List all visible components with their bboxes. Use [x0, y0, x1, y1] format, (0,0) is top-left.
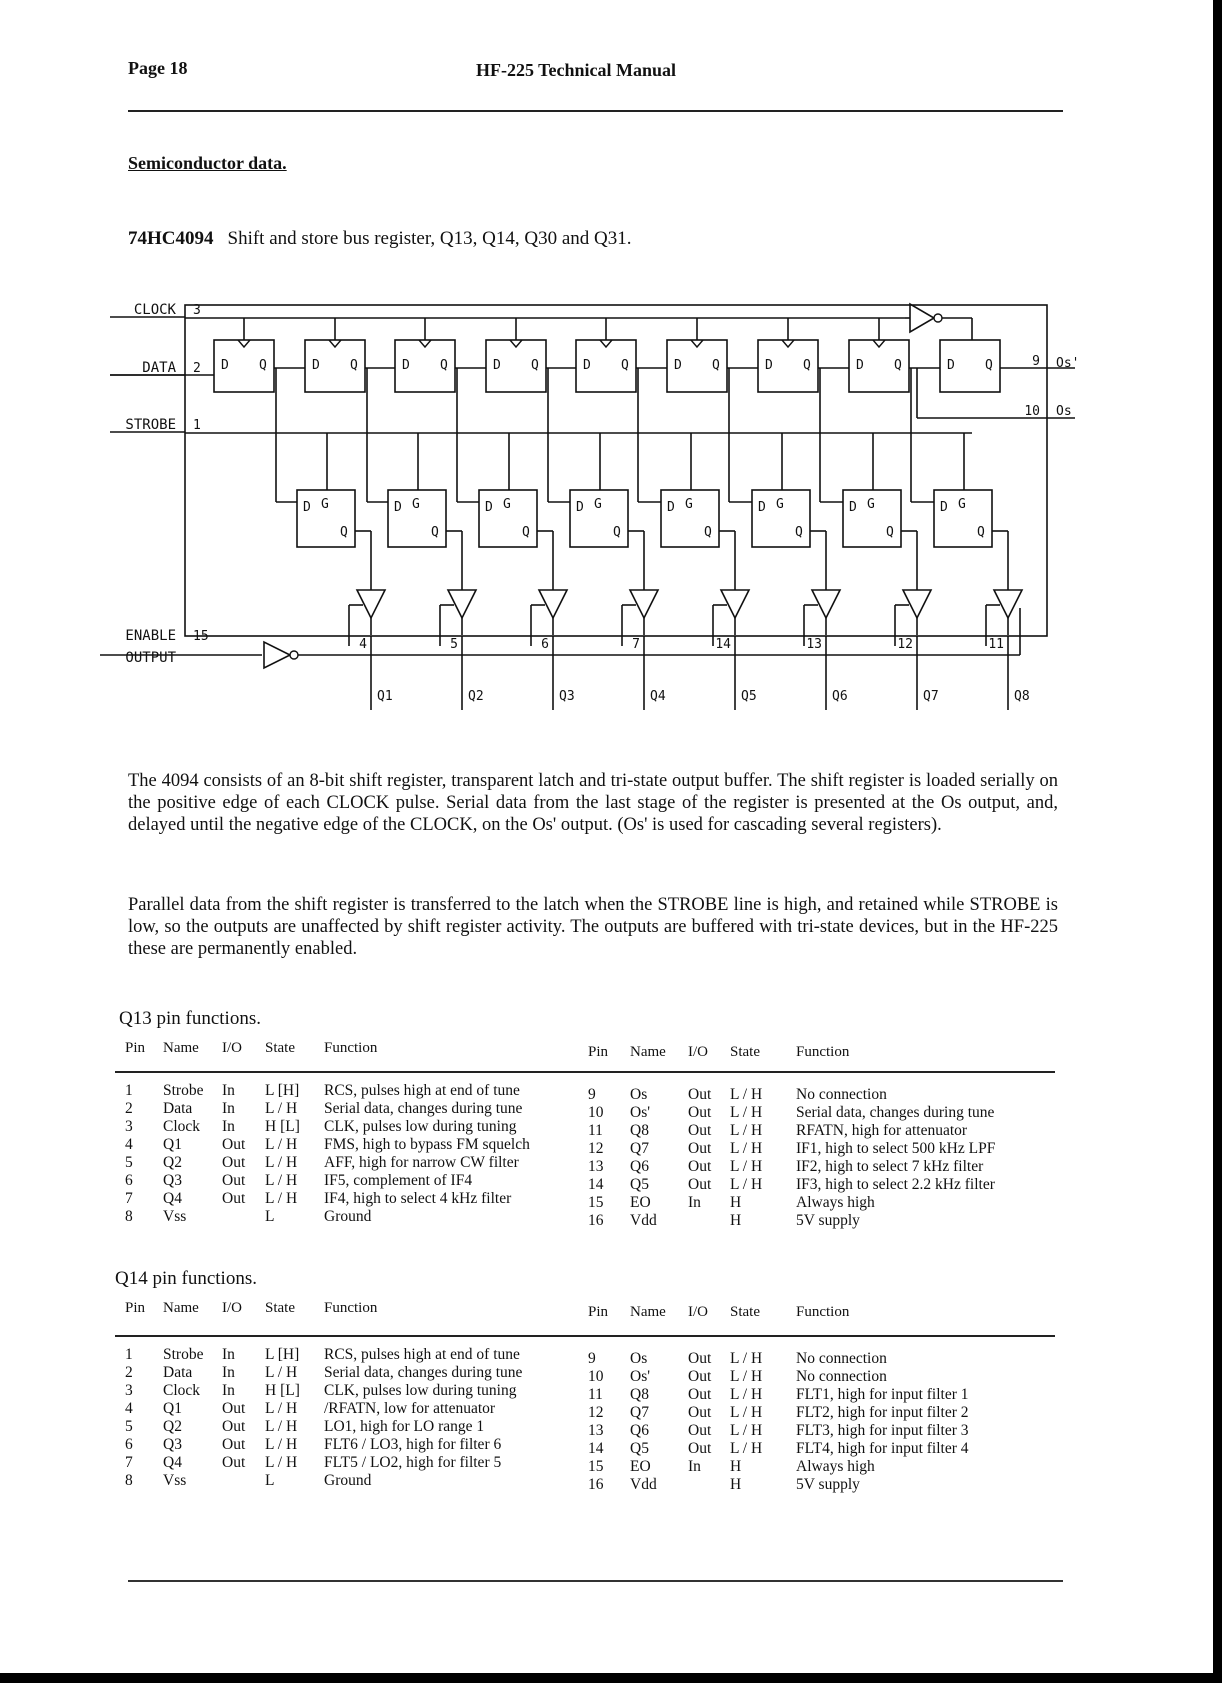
table-cell: 1 — [125, 1346, 133, 1363]
table-cell: 13 — [588, 1158, 604, 1175]
stage-d-label: D — [947, 358, 955, 373]
table-cell: Clock — [163, 1382, 201, 1399]
table-cell: Vss — [163, 1472, 187, 1489]
table-cell: L / H — [730, 1440, 763, 1457]
table-cell: Vdd — [630, 1212, 657, 1229]
pin-number: 15 — [193, 629, 209, 644]
table-cell: CLK, pulses low during tuning — [324, 1382, 517, 1399]
table-cell: Serial data, changes during tune — [324, 1100, 523, 1117]
column-header: State — [730, 1044, 760, 1060]
table-cell: 10 — [588, 1368, 604, 1385]
table-cell: 7 — [125, 1454, 133, 1471]
q-output-label-q2: Q2 — [468, 689, 484, 704]
column-header: Function — [796, 1304, 850, 1320]
table-cell: Out — [222, 1400, 246, 1417]
table-cell: 10 — [588, 1104, 604, 1121]
page-number: Page 18 — [128, 58, 188, 78]
table-cell: Out — [688, 1140, 712, 1157]
table-cell: L / H — [265, 1364, 298, 1381]
table-cell: 11 — [588, 1122, 603, 1139]
stage-d-label: D — [583, 358, 591, 373]
table-cell: 13 — [588, 1422, 604, 1439]
stage-d-label: D — [312, 358, 320, 373]
stage-q-label: Q — [712, 358, 720, 373]
input-label-enable: ENABLE — [125, 628, 176, 644]
pin-number: 14 — [715, 637, 731, 652]
table-cell: 14 — [588, 1176, 604, 1193]
table-cell: L / H — [265, 1418, 298, 1435]
table-cell: Vss — [163, 1208, 187, 1225]
latch-d-label: D — [303, 500, 311, 515]
table-title-q14: Q14 pin functions. — [115, 1268, 257, 1289]
table-cell: Os' — [630, 1368, 651, 1385]
stage-q-label: Q — [440, 358, 448, 373]
table-cell: Q4 — [163, 1454, 182, 1471]
table-cell: L / H — [730, 1176, 763, 1193]
table-cell: L / H — [265, 1136, 298, 1153]
q-output-label-q7: Q7 — [923, 689, 939, 704]
table-cell: FLT6 / LO3, high for filter 6 — [324, 1436, 502, 1453]
latch-d-label: D — [940, 500, 948, 515]
table-cell: FLT2, high for input filter 2 — [796, 1404, 969, 1421]
header-rule — [128, 110, 1063, 112]
table-cell: Out — [688, 1422, 712, 1439]
table-cell: FLT3, high for input filter 3 — [796, 1422, 969, 1439]
clock-edge-marker — [419, 340, 431, 347]
latch-d-label: D — [758, 500, 766, 515]
latch-g-label: G — [867, 497, 875, 512]
table-cell: L [H] — [265, 1346, 300, 1363]
q-output-label-q3: Q3 — [559, 689, 575, 704]
table-cell: L / H — [265, 1100, 298, 1117]
table-cell: L / H — [730, 1140, 763, 1157]
table-cell: Strobe — [163, 1346, 204, 1363]
table-cell: Q7 — [630, 1404, 649, 1421]
table-cell: Ground — [324, 1472, 372, 1489]
scan-border-bottom — [0, 1673, 1222, 1683]
table-cell: 2 — [125, 1364, 133, 1381]
table-cell: In — [222, 1346, 235, 1363]
part-description: Shift and store bus register, Q13, Q14, Q30 and Q31. — [227, 228, 632, 249]
table-cell: 9 — [588, 1350, 596, 1367]
table-cell: Q2 — [163, 1418, 182, 1435]
pin-number: 3 — [193, 303, 201, 318]
table-cell: Out — [222, 1154, 246, 1171]
table-cell: L / H — [265, 1400, 298, 1417]
stage-q-label: Q — [259, 358, 267, 373]
table-cell: Always high — [796, 1458, 875, 1475]
table-cell: 8 — [125, 1208, 133, 1225]
latch-d-label: D — [485, 500, 493, 515]
table-cell: Q8 — [630, 1386, 649, 1403]
table-cell: L / H — [730, 1404, 763, 1421]
pin-number: 5 — [450, 637, 458, 652]
enable-inverter — [264, 642, 290, 668]
part-heading — [128, 228, 632, 250]
table-cell: L / H — [730, 1104, 763, 1121]
latch-d-label: D — [849, 500, 857, 515]
stage-q-label: Q — [350, 358, 358, 373]
table-cell: Out — [688, 1176, 712, 1193]
latch-d-label: D — [667, 500, 675, 515]
column-header: Function — [324, 1040, 378, 1056]
table-cell: 12 — [588, 1140, 604, 1157]
clock-edge-marker — [691, 340, 703, 347]
table-cell: 15 — [588, 1194, 604, 1211]
table-cell: L / H — [730, 1350, 763, 1367]
table-cell: L — [265, 1472, 275, 1489]
pin-number: 2 — [193, 361, 201, 376]
column-header: Pin — [588, 1304, 609, 1320]
table-cell: Out — [688, 1440, 712, 1457]
clock-edge-marker — [873, 340, 885, 347]
latch-d-label: D — [394, 500, 402, 515]
table-cell: Out — [222, 1172, 246, 1189]
table-cell: Os — [630, 1350, 648, 1367]
table-cell: 5 — [125, 1418, 133, 1435]
table-cell: IF5, complement of IF4 — [324, 1172, 473, 1189]
tristate-buffer — [357, 590, 385, 618]
table-cell: AFF, high for narrow CW filter — [324, 1154, 519, 1171]
table-cell: 6 — [125, 1436, 133, 1453]
table-cell: L / H — [265, 1436, 298, 1453]
q-output-label-q1: Q1 — [377, 689, 393, 704]
table-rule — [115, 1071, 1055, 1073]
table-cell: 3 — [125, 1382, 133, 1399]
table-cell: 4 — [125, 1400, 133, 1417]
table-cell: Out — [688, 1122, 712, 1139]
table-cell: L / H — [265, 1454, 298, 1471]
pin-number: 4 — [359, 637, 367, 652]
column-header: Pin — [125, 1300, 146, 1316]
table-cell: H — [730, 1194, 742, 1211]
table-cell: Q7 — [630, 1140, 649, 1157]
clock-edge-marker — [510, 340, 522, 347]
input-label-clock: CLOCK — [133, 302, 176, 318]
column-header: Name — [630, 1044, 666, 1060]
clock-edge-marker — [329, 340, 341, 347]
pin-number: 10 — [1024, 404, 1040, 419]
table-cell: Q6 — [630, 1158, 649, 1175]
table-cell: Q8 — [630, 1122, 649, 1139]
table-cell: Q3 — [163, 1436, 182, 1453]
table-cell: H [L] — [265, 1118, 300, 1135]
table-cell: H — [730, 1458, 742, 1475]
table-cell: 6 — [125, 1172, 133, 1189]
latch-q-label: Q — [795, 525, 803, 540]
table-cell: 9 — [588, 1086, 596, 1103]
table-cell: L — [265, 1208, 275, 1225]
table-cell: Ground — [324, 1208, 372, 1225]
table-cell: CLK, pulses low during tuning — [324, 1118, 517, 1135]
table-cell: Out — [688, 1368, 712, 1385]
stage-d-label: D — [856, 358, 864, 373]
table-cell: In — [222, 1118, 235, 1135]
table-cell: L / H — [730, 1086, 763, 1103]
latch-q-label: Q — [613, 525, 621, 540]
table-cell: Out — [222, 1136, 246, 1153]
column-header: I/O — [688, 1304, 708, 1320]
tristate-buffer — [994, 590, 1022, 618]
output-label-os-prime: Os' — [1056, 356, 1080, 371]
column-header: Name — [630, 1304, 666, 1320]
latch-d-label: D — [576, 500, 584, 515]
inverter-bubble — [290, 651, 298, 659]
column-header: State — [265, 1040, 295, 1056]
table-cell: 8 — [125, 1472, 133, 1489]
table-cell: 7 — [125, 1190, 133, 1207]
table-cell: 5V supply — [796, 1476, 860, 1493]
table-cell: L / H — [265, 1172, 298, 1189]
latch-g-label: G — [321, 497, 329, 512]
table-cell: Serial data, changes during tune — [324, 1364, 523, 1381]
table-cell: In — [222, 1100, 235, 1117]
column-header: I/O — [688, 1044, 708, 1060]
table-cell: LO1, high for LO range 1 — [324, 1418, 485, 1435]
latch-g-label: G — [776, 497, 784, 512]
table-cell: Serial data, changes during tune — [796, 1104, 995, 1121]
table-cell: Out — [222, 1436, 246, 1453]
table-cell: L / H — [265, 1154, 298, 1171]
table-cell: FLT4, high for input filter 4 — [796, 1440, 969, 1457]
table-cell: In — [222, 1364, 235, 1381]
table-cell: No connection — [796, 1086, 887, 1103]
stage-q-label: Q — [531, 358, 539, 373]
latch-q-label: Q — [340, 525, 348, 540]
output-label-os: Os — [1056, 404, 1072, 419]
stage-q-label: Q — [985, 358, 993, 373]
table-cell: Vdd — [630, 1476, 657, 1493]
table-cell: Out — [688, 1104, 712, 1121]
stage-d-label: D — [402, 358, 410, 373]
scan-border-right — [1213, 0, 1222, 1683]
running-title: HF-225 Technical Manual — [476, 60, 677, 80]
tristate-buffer — [812, 590, 840, 618]
latch-g-label: G — [503, 497, 511, 512]
logic-diagram — [0, 290, 1222, 730]
table-cell: /RFATN, low for attenuator — [324, 1400, 496, 1417]
latch-q-label: Q — [704, 525, 712, 540]
latch-g-label: G — [685, 497, 693, 512]
pin-number: 1 — [193, 418, 201, 433]
paragraph-2: Parallel data from the shift register is transferred to the latch when the STROBE line is high, and retained while STROBE is low, so the outputs are unaffected by shift register activity. The outputs are buffered with tri-state devices, but in the HF-225 these are permanently enabled. — [128, 895, 1058, 959]
table-cell: 12 — [588, 1404, 604, 1421]
table-cell: L / H — [730, 1122, 763, 1139]
pin-number: 11 — [988, 637, 1004, 652]
table-cell: Out — [688, 1158, 712, 1175]
table-cell: Out — [222, 1454, 246, 1471]
table-cell: H — [730, 1212, 742, 1229]
paragraph-1: The 4094 consists of an 8-bit shift register, transparent latch and tri-state output buffer. The shift register is loaded serially on the positive edge of each CLOCK pulse. Serial data from the last stage of the register is presented at the Os output, and, delayed until the negative edge of the CLOCK, on the Os' output. (Os' is used for cascading several registers). — [128, 771, 1058, 835]
table-cell: L / H — [730, 1422, 763, 1439]
table-cell: Data — [163, 1364, 193, 1381]
column-header: I/O — [222, 1040, 242, 1056]
stage-q-label: Q — [894, 358, 902, 373]
section-title: Semiconductor data. — [128, 153, 287, 173]
tristate-buffer — [721, 590, 749, 618]
table-cell: IF4, high to select 4 kHz filter — [324, 1190, 512, 1207]
table-cell: RCS, pulses high at end of tune — [324, 1346, 520, 1363]
table-cell: Out — [688, 1404, 712, 1421]
inverter-bubble — [934, 314, 942, 322]
table-cell: 2 — [125, 1100, 133, 1117]
q-output-label-q4: Q4 — [650, 689, 666, 704]
table-cell: IF2, high to select 7 kHz filter — [796, 1158, 984, 1175]
q-output-label-q6: Q6 — [832, 689, 848, 704]
table-cell: No connection — [796, 1368, 887, 1385]
table-cell: In — [688, 1458, 701, 1475]
stage-d-label: D — [765, 358, 773, 373]
pin-number: 13 — [806, 637, 822, 652]
clock-edge-marker — [782, 340, 794, 347]
table-cell: Out — [688, 1086, 712, 1103]
pin-number: 6 — [541, 637, 549, 652]
latch-q-label: Q — [522, 525, 530, 540]
table-cell: Os — [630, 1086, 648, 1103]
table-cell: EO — [630, 1194, 651, 1211]
table-cell: RCS, pulses high at end of tune — [324, 1082, 520, 1099]
q-output-label-q8: Q8 — [1014, 689, 1030, 704]
pin-number: 12 — [897, 637, 913, 652]
tristate-buffer — [448, 590, 476, 618]
table-cell: Q1 — [163, 1400, 182, 1417]
table-cell: Q3 — [163, 1172, 182, 1189]
table-cell: Out — [222, 1190, 246, 1207]
latch-q-label: Q — [977, 525, 985, 540]
table-cell: Q2 — [163, 1154, 182, 1171]
table-cell: Q5 — [630, 1440, 649, 1457]
column-header: State — [730, 1304, 760, 1320]
table-cell: Q1 — [163, 1136, 182, 1153]
pin-number: 7 — [632, 637, 640, 652]
table-cell: 1 — [125, 1082, 133, 1099]
pin-number: 9 — [1032, 354, 1040, 369]
tristate-buffer — [630, 590, 658, 618]
clock-inverter — [910, 304, 934, 332]
tristate-buffer — [539, 590, 567, 618]
table-cell: L [H] — [265, 1082, 300, 1099]
table-cell: Os' — [630, 1104, 651, 1121]
table-cell: In — [222, 1382, 235, 1399]
latch-g-label: G — [412, 497, 420, 512]
table-cell: L / H — [265, 1190, 298, 1207]
table-cell: 5V supply — [796, 1212, 860, 1229]
footer-rule — [128, 1580, 1063, 1582]
tristate-buffer — [903, 590, 931, 618]
table-title-q13: Q13 pin functions. — [119, 1008, 261, 1029]
clock-edge-marker — [600, 340, 612, 347]
stage-q-label: Q — [621, 358, 629, 373]
table-cell: FMS, high to bypass FM squelch — [324, 1136, 530, 1153]
table-cell: 4 — [125, 1136, 133, 1153]
input-label-strobe: STROBE — [125, 417, 176, 433]
latch-g-label: G — [958, 497, 966, 512]
table-cell: Out — [222, 1418, 246, 1435]
table-cell: L / H — [730, 1158, 763, 1175]
latch-q-label: Q — [886, 525, 894, 540]
table-cell: 14 — [588, 1440, 604, 1457]
clock-edge-marker — [238, 340, 250, 347]
latch-q-label: Q — [431, 525, 439, 540]
table-cell: 15 — [588, 1458, 604, 1475]
latch-g-label: G — [594, 497, 602, 512]
table-cell: RFATN, high for attenuator — [796, 1122, 968, 1139]
stage-d-label: D — [674, 358, 682, 373]
table-cell: Always high — [796, 1194, 875, 1211]
table-cell: Q5 — [630, 1176, 649, 1193]
table-cell: EO — [630, 1458, 651, 1475]
table-cell: 16 — [588, 1476, 604, 1493]
column-header: I/O — [222, 1300, 242, 1316]
table-cell: Out — [688, 1386, 712, 1403]
column-header: Function — [324, 1300, 378, 1316]
table-cell: FLT1, high for input filter 1 — [796, 1386, 969, 1403]
column-header: State — [265, 1300, 295, 1316]
table-cell: H [L] — [265, 1382, 300, 1399]
table-cell: Clock — [163, 1118, 201, 1135]
column-header: Pin — [125, 1040, 146, 1056]
table-cell: In — [688, 1194, 701, 1211]
column-header: Pin — [588, 1044, 609, 1060]
table-cell: 16 — [588, 1212, 604, 1229]
column-header: Name — [163, 1300, 199, 1316]
table-rule — [115, 1335, 1055, 1337]
column-header: Name — [163, 1040, 199, 1056]
stage-d-label: D — [493, 358, 501, 373]
table-cell: IF3, high to select 2.2 kHz filter — [796, 1176, 995, 1193]
table-cell: Q6 — [630, 1422, 649, 1439]
table-cell: 11 — [588, 1386, 603, 1403]
table-cell: IF1, high to select 500 kHz LPF — [796, 1140, 996, 1157]
stage-q-label: Q — [803, 358, 811, 373]
table-cell: Q4 — [163, 1190, 182, 1207]
table-cell: H — [730, 1476, 742, 1493]
table-cell: In — [222, 1082, 235, 1099]
table-cell: 3 — [125, 1118, 133, 1135]
table-cell: L / H — [730, 1368, 763, 1385]
table-cell: Data — [163, 1100, 193, 1117]
column-header: Function — [796, 1044, 850, 1060]
stage-d-label: D — [221, 358, 229, 373]
part-number: 74HC4094 — [128, 228, 214, 249]
q-output-label-q5: Q5 — [741, 689, 757, 704]
input-label-data: DATA — [142, 360, 176, 376]
table-cell: Strobe — [163, 1082, 204, 1099]
table-cell: L / H — [730, 1386, 763, 1403]
table-cell: Out — [688, 1350, 712, 1367]
input-label-output: OUTPUT — [125, 650, 176, 666]
table-cell: 5 — [125, 1154, 133, 1171]
table-cell: FLT5 / LO2, high for filter 5 — [324, 1454, 502, 1471]
table-cell: No connection — [796, 1350, 887, 1367]
